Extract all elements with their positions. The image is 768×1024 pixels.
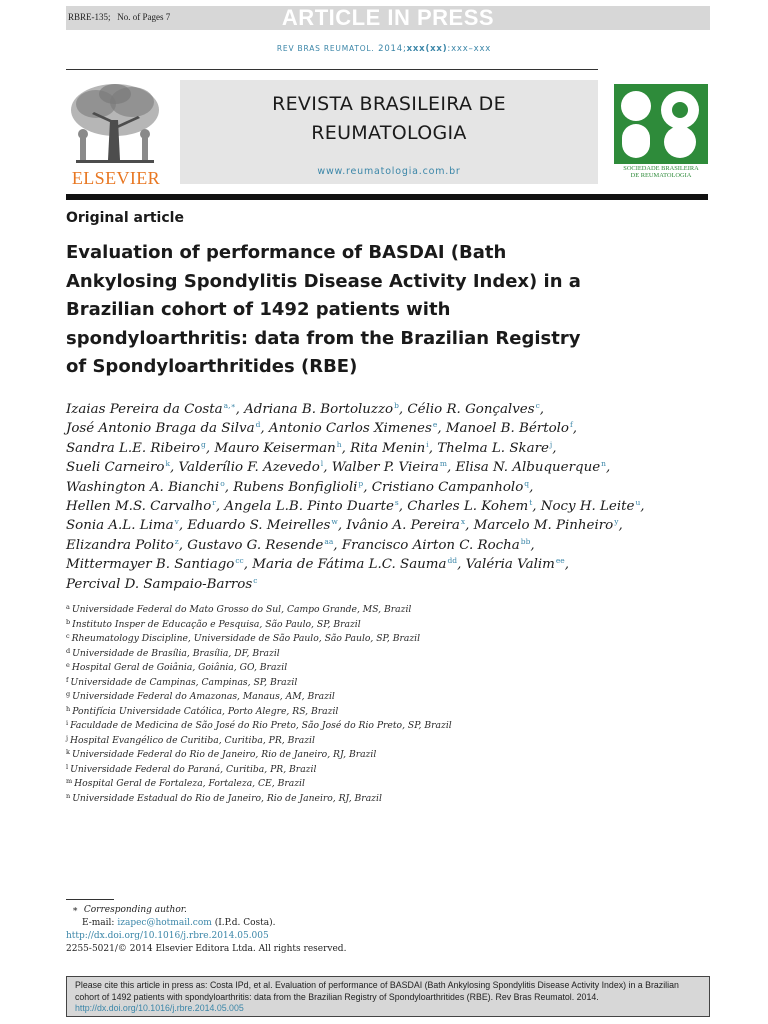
affiliation-key: c [66,632,70,640]
author-affiliation-mark[interactable]: j [549,439,553,449]
banner-text: ARTICLE IN PRESS [281,5,495,30]
author-name: Hellen M.S. Carvalho$^r$ [66,498,216,515]
author-affiliation-mark[interactable]: l [320,459,324,469]
footnotes [66,904,666,956]
author-name: Mittermayer B. Santiago$^{cc}$ [66,556,244,573]
author-name: Célio R. Gonçalves$^c$ [407,401,540,417]
affiliation-key: g [66,690,71,698]
author-name: Gustavo G. Resende$^{aa}$ [187,536,334,553]
author-row: Sandra L.E. Ribeiro$^g$, Mauro Keiserman$^h$, Rita Menin$^i$, Thelma L. Skare$^j$, [66,439,557,456]
affiliation-list [66,603,686,806]
author-affiliation-mark[interactable]: z [174,536,179,546]
author-row: Sueli Carneiro$^k$, Valderílio F. Azevedo$^l$, Walber P. Vieira$^m$, Elisa N. Albuquerque$^n$, [66,459,611,476]
affiliation-key: f [66,675,69,684]
journal-title: REVISTA BRASILEIRA DE REUMATOLOGIA [272,93,506,144]
journal-citation-line: REV BRAS REUMATOL. 2014;xxx(xx):xxx–xxx [276,44,492,54]
author-name: Adriana B. Bortoluzzo$^b$ [244,401,399,417]
author-affiliation-mark[interactable]: e [432,420,438,430]
author-name: Sueli Carneiro$^k$ [66,459,171,476]
header-rule [66,69,598,70]
affiliation-text: Hospital Geral de Fortaleza, Fortaleza, CE, Brazil [74,778,305,789]
author-affiliation-mark[interactable]: f [569,420,573,430]
author-affiliation-mark[interactable]: t [529,498,533,508]
author-name: Elisa N. Albuquerque$^n$ [455,459,606,476]
author-affiliation-mark[interactable]: bb [520,536,531,546]
footnote-rule [66,899,114,900]
author-name: Walber P. Vieira$^m$ [331,459,447,476]
author-row: Sonia A.L. Lima$^v$, Eduardo S. Meirelles$^w$, Ivânio A. Pereira$^x$, Marcelo M. Pinheiro$^y$, [66,517,623,534]
masthead-rule [66,194,708,200]
author-name: Sonia A.L. Lima$^v$ [66,517,179,534]
sbr-society-logo [614,84,708,164]
citation-box [66,976,710,1017]
affiliation-text: Instituto Insper de Educação e Pesquisa, São Paulo, SP, Brazil [72,618,361,630]
sbr-society-name: SOCIEDADE BRASILEIRA DE REUMATOLOGIA [623,165,699,179]
author-affiliation-mark[interactable]: q [524,478,530,488]
author-affiliation-mark[interactable]: c [535,401,540,410]
author-affiliation-mark[interactable]: y [614,517,619,527]
author-name: Nocy H. Leite$^u$ [540,498,641,515]
affiliation-item [66,618,686,633]
author-name: Maria de Fátima L.C. Sauma$^{dd}$ [252,556,458,573]
copyright: 2255-5021/© 2014 Elsevier Editora Ltda. All rights reserved. [66,944,347,954]
affiliation-text: Universidade Federal do Paraná, Curitiba, PR, Brazil [70,763,317,775]
author-affiliation-mark[interactable]: d [255,420,261,430]
author-name: Mauro Keiserman$^h$ [214,439,342,456]
manuscript-info: RBRE-135; No. of Pages 7 [68,12,171,22]
author-name: Marcelo M. Pinheiro$^y$ [473,517,619,534]
affiliation-item [66,777,686,792]
author-affiliation-mark[interactable]: k [165,459,171,469]
journal-title-box [180,80,598,184]
affiliation-key: e [66,661,70,669]
author-name: Rita Menin$^i$ [350,439,429,456]
affiliation-key: d [66,646,71,655]
affiliation-key: j [66,733,69,742]
affiliation-key: h [66,704,71,713]
author-name: Sandra L.E. Ribeiro$^g$ [66,439,206,456]
author-row: Washington A. Bianchi$^o$, Rubens Bonfiglioli$^p$, Cristiano Campanholo$^q$, [66,478,534,495]
author-affiliation-mark[interactable]: b [394,401,399,410]
affiliation-text: Universidade de Brasília, Brasília, DF, Brazil [72,647,280,659]
affiliation-text: Faculdade de Medicina de São José do Rio Preto, São José do Rio Preto, SP, Brazil [70,720,452,731]
affiliation-item [66,734,686,749]
author-affiliation-mark[interactable]: w [331,517,338,527]
affiliation-text: Pontifícia Universidade Católica, Porto Alegre, RS, Brazil [72,705,339,717]
affiliation-key: m [66,777,73,785]
affiliation-text: Universidade Estadual do Rio de Janeiro, Rio de Janeiro, RJ, Brazil [72,792,382,804]
author-affiliation-mark[interactable]: m [439,459,447,469]
elsevier-wordmark: ELSEVIER [71,168,161,188]
affiliation-text: Universidade Federal do Amazonas, Manaus, AM, Brazil [72,691,335,702]
author-name: Valderílio F. Azevedo$^l$ [178,459,324,476]
author-affiliation-mark[interactable]: a,∗ [223,401,236,410]
email-link[interactable]: izapec@hotmail.com [117,918,212,928]
article-in-press-banner [66,6,710,30]
author-affiliation-mark[interactable]: dd [447,556,458,566]
author-affiliation-mark[interactable]: p [358,478,364,488]
affiliation-text: Universidade Federal do Rio de Janeiro, Rio de Janeiro, RJ, Brazil [71,749,377,760]
author-name: Manoel B. Bértolo$^f$ [445,420,573,437]
author-list [66,400,696,594]
author-affiliation-mark[interactable]: aa [324,536,334,546]
affiliation-key: a [66,603,70,611]
author-affiliation-mark[interactable]: v [174,517,179,527]
author-affiliation-mark[interactable]: cc [235,556,244,566]
author-row: Izaias Pereira da Costa$^{a,∗}$, Adriana B. Bortoluzzo$^b$, Célio R. Gonçalves$^c$, [66,401,545,417]
affiliation-item [66,632,686,647]
affiliation-item [66,705,686,720]
affiliation-item [66,690,686,705]
author-name: Izaias Pereira da Costa$^{a,∗}$ [66,401,236,417]
author-name: Valéria Valim$^{ee}$ [465,556,565,573]
affiliation-key: n [66,791,71,800]
citation-doi-link[interactable]: http://dx.doi.org/10.1016/j.rbre.2014.05.005 [75,1003,244,1013]
author-affiliation-mark[interactable]: u [635,498,641,508]
author-row [66,575,696,594]
affiliation-text: Universidade Federal do Mato Grosso do Sul, Campo Grande, MS, Brazil [71,604,412,615]
journal-url[interactable]: www.reumatologia.com.br [317,166,461,177]
affiliation-key: i [66,719,69,727]
author-name: Francisco Airton C. Rocha$^{bb}$ [341,536,531,553]
affiliation-item [66,647,686,662]
author-name: Elizandra Polito$^z$ [66,536,179,553]
affiliation-text: Universidade de Campinas, Campinas, SP, Brazil [70,676,298,688]
affiliation-text: Hospital Geral de Goiânia, Goiânia, GO, Brazil [71,662,288,673]
doi-link[interactable]: http://dx.doi.org/10.1016/j.rbre.2014.05.005 [66,931,269,941]
author-affiliation-mark[interactable]: r [212,498,216,508]
affiliation-item [66,763,686,778]
citation-text: Please cite this article in press as: Costa IPd, et al. Evaluation of performance of BASDAI (Bath Ankylosing Spondylitis Disease Activity Index) in a Brazilian cohort of 1492 patients with spondyloarthritis: data from the Brazilian Registry of Spondyloarthritides (RBE). Rev Bras Reumatol. 2014. [75,980,679,1002]
email-line: E-mail: izapec@hotmail.com (I.P.d. Costa). [82,918,276,928]
author-affiliation-mark[interactable]: x [460,517,466,527]
author-affiliation-mark[interactable]: ee [555,556,565,566]
author-name: Rubens Bonfiglioli$^p$ [233,478,364,495]
author-affiliation-mark[interactable]: n [601,459,606,469]
author-name: José Antonio Braga da Silva$^d$ [66,420,261,437]
author-name: Charles L. Kohem$^t$ [407,498,533,515]
affiliation-item [66,792,686,807]
author-affiliation-mark[interactable]: s [394,498,399,508]
author-name: Antonio Carlos Ximenes$^e$ [268,420,438,437]
affiliation-item [66,603,686,618]
author-name: Cristiano Campanholo$^q$ [371,478,530,495]
author-name: Percival D. Sampaio-Barros$^c$ [66,575,258,592]
author-row: Mittermayer B. Santiago$^{cc}$, Maria de Fátima L.C. Sauma$^{dd}$, Valéria Valim$^{ee}$, [66,556,570,573]
corresponding-author-note: ∗ Corresponding author. [72,905,187,915]
article-title: Evaluation of performance of BASDAI (Bath Ankylosing Spondylitis Disease Activity Index) in a Brazilian cohort of 1492 patients with spondyloarthritis: data from the Brazilian Registry of Spondyloarthritides (RBE) [66,242,581,377]
article-type: Original article [66,210,184,226]
author-affiliation-mark[interactable]: g [201,439,206,449]
author-name: Washington A. Bianchi$^o$ [66,478,225,495]
author-affiliation-mark[interactable]: i [426,439,429,449]
author-row: José Antonio Braga da Silva$^d$, Antonio Carlos Ximenes$^e$, Manoel B. Bértolo$^f$, [66,420,578,437]
author-row: Hellen M.S. Carvalho$^r$, Angela L.B. Pinto Duarte$^s$, Charles L. Kohem$^t$, Nocy H. Leite$^u$, [66,498,645,515]
author-affiliation-mark[interactable]: c [253,575,258,585]
author-name: Thelma L. Skare$^j$ [437,439,553,456]
author-affiliation-mark[interactable]: o [220,478,225,488]
affiliation-key: b [66,617,71,626]
affiliation-item [66,676,686,691]
affiliation-key: l [66,762,69,771]
author-name: Ivânio A. Pereira$^x$ [346,517,466,534]
author-affiliation-mark[interactable]: h [336,439,342,449]
author-row: Elizandra Polito$^z$, Gustavo G. Resende$^{aa}$, Francisco Airton C. Rocha$^{bb}$, [66,536,535,553]
affiliation-item [66,661,686,676]
affiliation-item [66,719,686,734]
author-name: Eduardo S. Meirelles$^w$ [187,517,338,534]
affiliation-key: k [66,748,70,756]
affiliation-text: Rheumatology Discipline, Universidade de São Paulo, São Paulo, SP, Brazil [71,633,421,644]
author-name: Angela L.B. Pinto Duarte$^s$ [224,498,399,515]
affiliation-item [66,748,686,763]
affiliation-text: Hospital Evangélico de Curitiba, Curitiba, PR, Brazil [70,734,315,746]
